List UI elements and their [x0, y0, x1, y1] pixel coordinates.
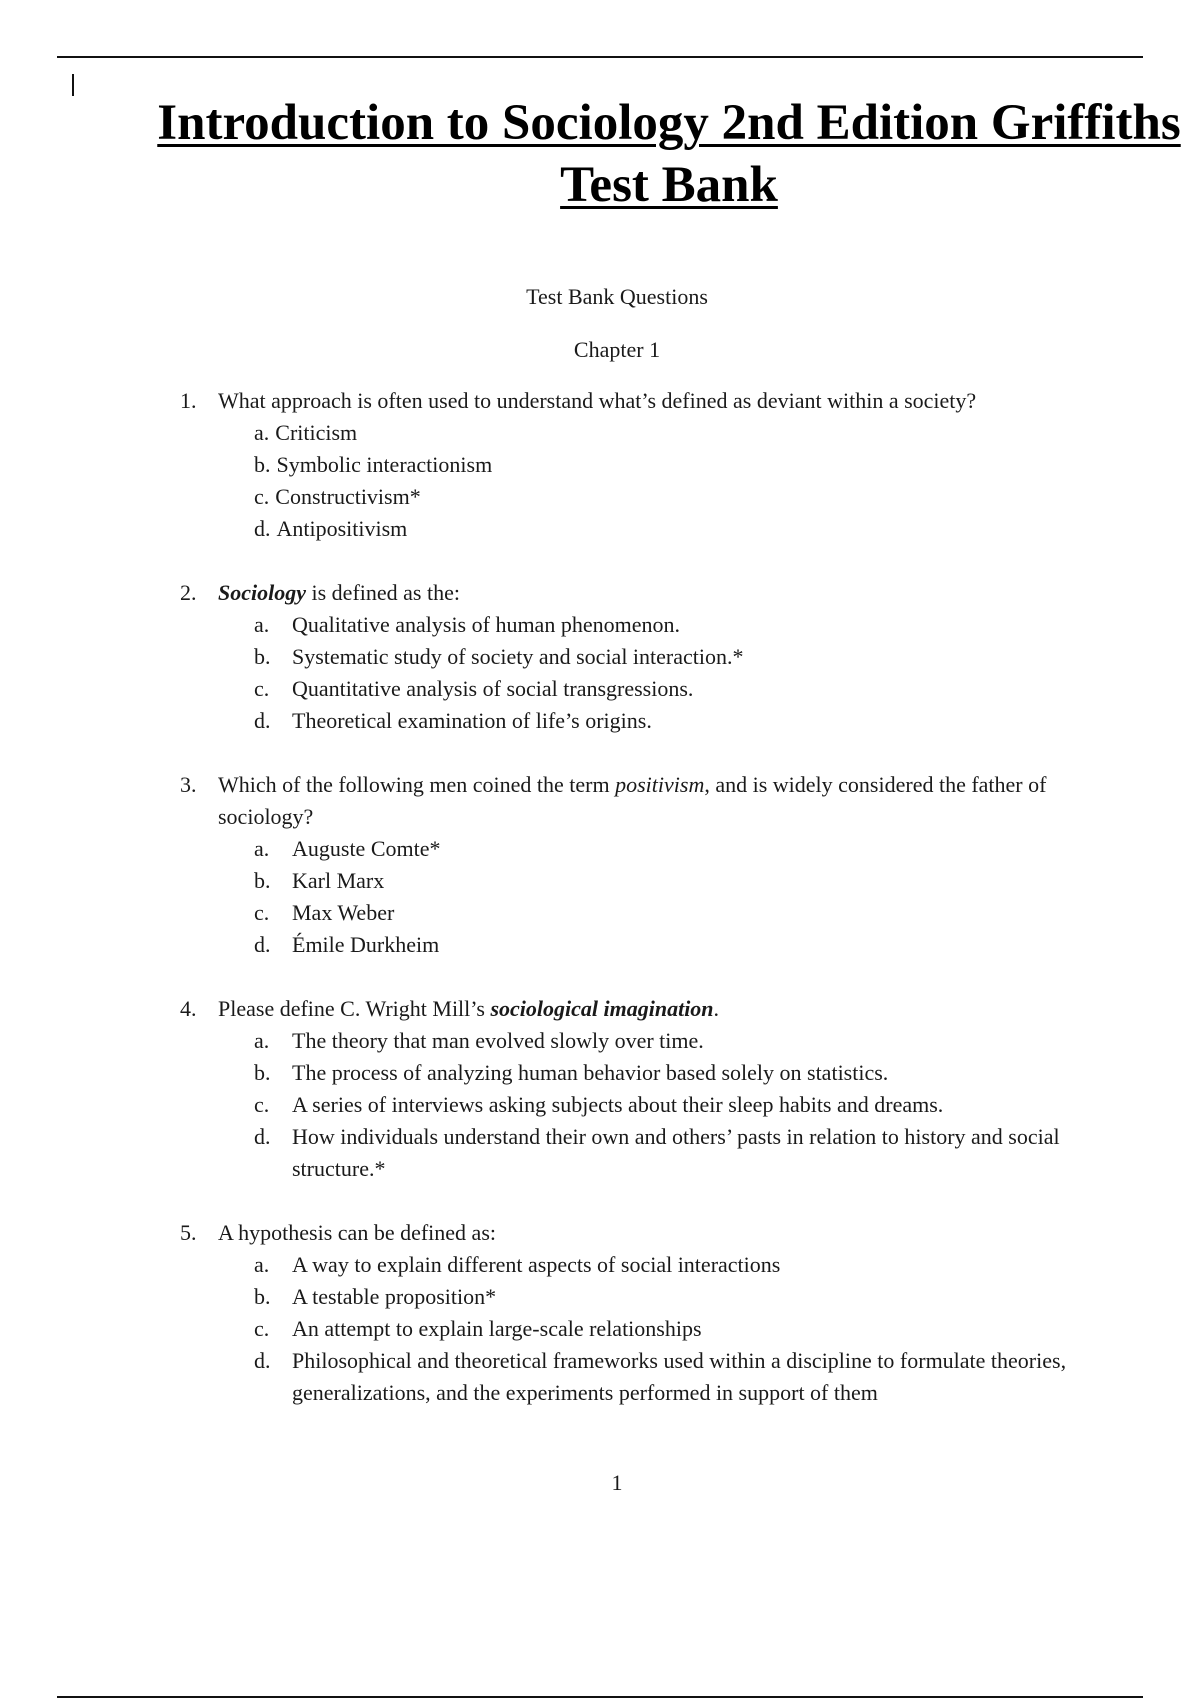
- option-text: A testable proposition*: [292, 1284, 497, 1309]
- option-text: How individuals understand their own and others’ pasts in relation to history and social structure.*: [292, 1124, 1060, 1181]
- option-text: Émile Durkheim: [292, 932, 440, 957]
- question-text: [218, 577, 1080, 609]
- option-text: Qualitative analysis of human phenomenon.: [292, 612, 680, 637]
- option-text: An attempt to explain large-scale relationships: [292, 1316, 702, 1341]
- page-number: 1: [611, 1470, 623, 1495]
- chapter-heading: Chapter 1: [573, 337, 661, 362]
- answer-option: [254, 865, 1080, 897]
- document-title-line-1: Introduction to Sociology 2nd Edition Griffiths: [157, 95, 1181, 151]
- question-text: [218, 993, 1080, 1025]
- top-horizontal-rule: [57, 56, 1143, 58]
- document-title: [138, 92, 1200, 216]
- document-title-line-2: Test Bank: [560, 157, 778, 213]
- option-letter: a.: [254, 1252, 270, 1277]
- answer-option: [254, 705, 1080, 737]
- answer-option: [254, 1089, 1080, 1121]
- option-letter: d.: [254, 516, 271, 541]
- answer-option: [254, 1057, 1080, 1089]
- answer-option: [254, 1025, 1080, 1057]
- option-text: The process of analyzing human behavior based solely on statistics.: [292, 1060, 889, 1085]
- answer-option: [254, 481, 1080, 513]
- answer-option: [254, 513, 1080, 545]
- question-2: [180, 577, 1080, 737]
- option-letter: b.: [254, 452, 271, 477]
- question-number: 1.: [180, 388, 197, 413]
- option-letter: c.: [254, 1316, 270, 1341]
- answer-option: [254, 1281, 1080, 1313]
- option-text: Auguste Comte*: [292, 836, 441, 861]
- option-letter: c.: [254, 676, 270, 701]
- option-text: The theory that man evolved slowly over time.: [292, 1028, 704, 1053]
- question-text: A hypothesis can be defined as:: [218, 1220, 496, 1245]
- question-text-after: , and is widely considered the father of sociology?: [218, 772, 1047, 829]
- option-letter: c.: [254, 900, 270, 925]
- question-term: positivism: [615, 772, 705, 797]
- option-letter: d.: [254, 1348, 271, 1373]
- question-text-after: .: [713, 996, 720, 1021]
- option-letter: d.: [254, 932, 271, 957]
- answer-options: [218, 1025, 1080, 1185]
- answer-option: [254, 1249, 1080, 1281]
- question-3: [180, 769, 1080, 961]
- question-number: 4.: [180, 996, 197, 1021]
- option-letter: b.: [254, 1060, 271, 1085]
- option-letter: c.: [254, 1092, 270, 1117]
- option-text: A series of interviews asking subjects about their sleep habits and dreams.: [292, 1092, 944, 1117]
- option-letter: c.: [254, 484, 270, 509]
- answer-options: [218, 1249, 1080, 1409]
- option-text: Antipositivism: [276, 516, 408, 541]
- question-1: [180, 385, 1080, 545]
- question-number: 3.: [180, 772, 197, 797]
- option-letter: d.: [254, 1124, 271, 1149]
- option-letter: a.: [254, 612, 270, 637]
- answer-option: [254, 1345, 1080, 1409]
- option-text: Theoretical examination of life’s origins.: [292, 708, 652, 733]
- option-text: Max Weber: [292, 900, 395, 925]
- option-text: Karl Marx: [292, 868, 385, 893]
- question-number: 5.: [180, 1220, 197, 1245]
- option-letter: a.: [254, 420, 270, 445]
- answer-option: [254, 609, 1080, 641]
- option-letter: b.: [254, 868, 271, 893]
- option-text: Symbolic interactionism: [276, 452, 493, 477]
- question-text-before: Which of the following men coined the term: [218, 772, 616, 797]
- question-term: Sociology: [218, 580, 306, 605]
- answer-option: [254, 929, 1080, 961]
- answer-options: [218, 417, 1080, 545]
- question-text: [218, 769, 1080, 833]
- answer-option: [254, 897, 1080, 929]
- text-cursor-mark: [72, 74, 74, 96]
- option-letter: b.: [254, 1284, 271, 1309]
- question-5: [180, 1217, 1080, 1409]
- option-text: Systematic study of society and social interaction.*: [292, 644, 744, 669]
- answer-option: [254, 673, 1080, 705]
- answer-option: [254, 417, 1080, 449]
- question-text-before: Please define C. Wright Mill’s: [218, 996, 491, 1021]
- option-text: Constructivism*: [275, 484, 421, 509]
- answer-options: [218, 833, 1080, 961]
- option-text: Quantitative analysis of social transgressions.: [292, 676, 694, 701]
- question-text-after: is defined as the:: [306, 580, 460, 605]
- test-bank-subtitle: Test Bank Questions: [526, 284, 708, 309]
- answer-option: [254, 641, 1080, 673]
- answer-option: [254, 1313, 1080, 1345]
- answer-option: [254, 449, 1080, 481]
- option-letter: b.: [254, 644, 271, 669]
- question-4: [180, 993, 1080, 1185]
- option-text: Philosophical and theoretical frameworks used within a discipline to formulate theories, generalizations, and the experiments performed in support of them: [292, 1348, 1067, 1405]
- answer-option: [254, 1121, 1080, 1185]
- answer-options: [218, 609, 1080, 737]
- option-letter: a.: [254, 836, 270, 861]
- question-list: [180, 385, 1080, 1441]
- option-letter: d.: [254, 708, 271, 733]
- answer-option: [254, 833, 1080, 865]
- bottom-horizontal-rule: [57, 1696, 1143, 1698]
- question-number: 2.: [180, 580, 197, 605]
- question-text: What approach is often used to understand what’s defined as deviant within a society?: [218, 388, 977, 413]
- option-text: A way to explain different aspects of social interactions: [292, 1252, 781, 1277]
- option-text: Criticism: [275, 420, 358, 445]
- question-term: sociological imagination: [490, 996, 714, 1021]
- option-letter: a.: [254, 1028, 270, 1053]
